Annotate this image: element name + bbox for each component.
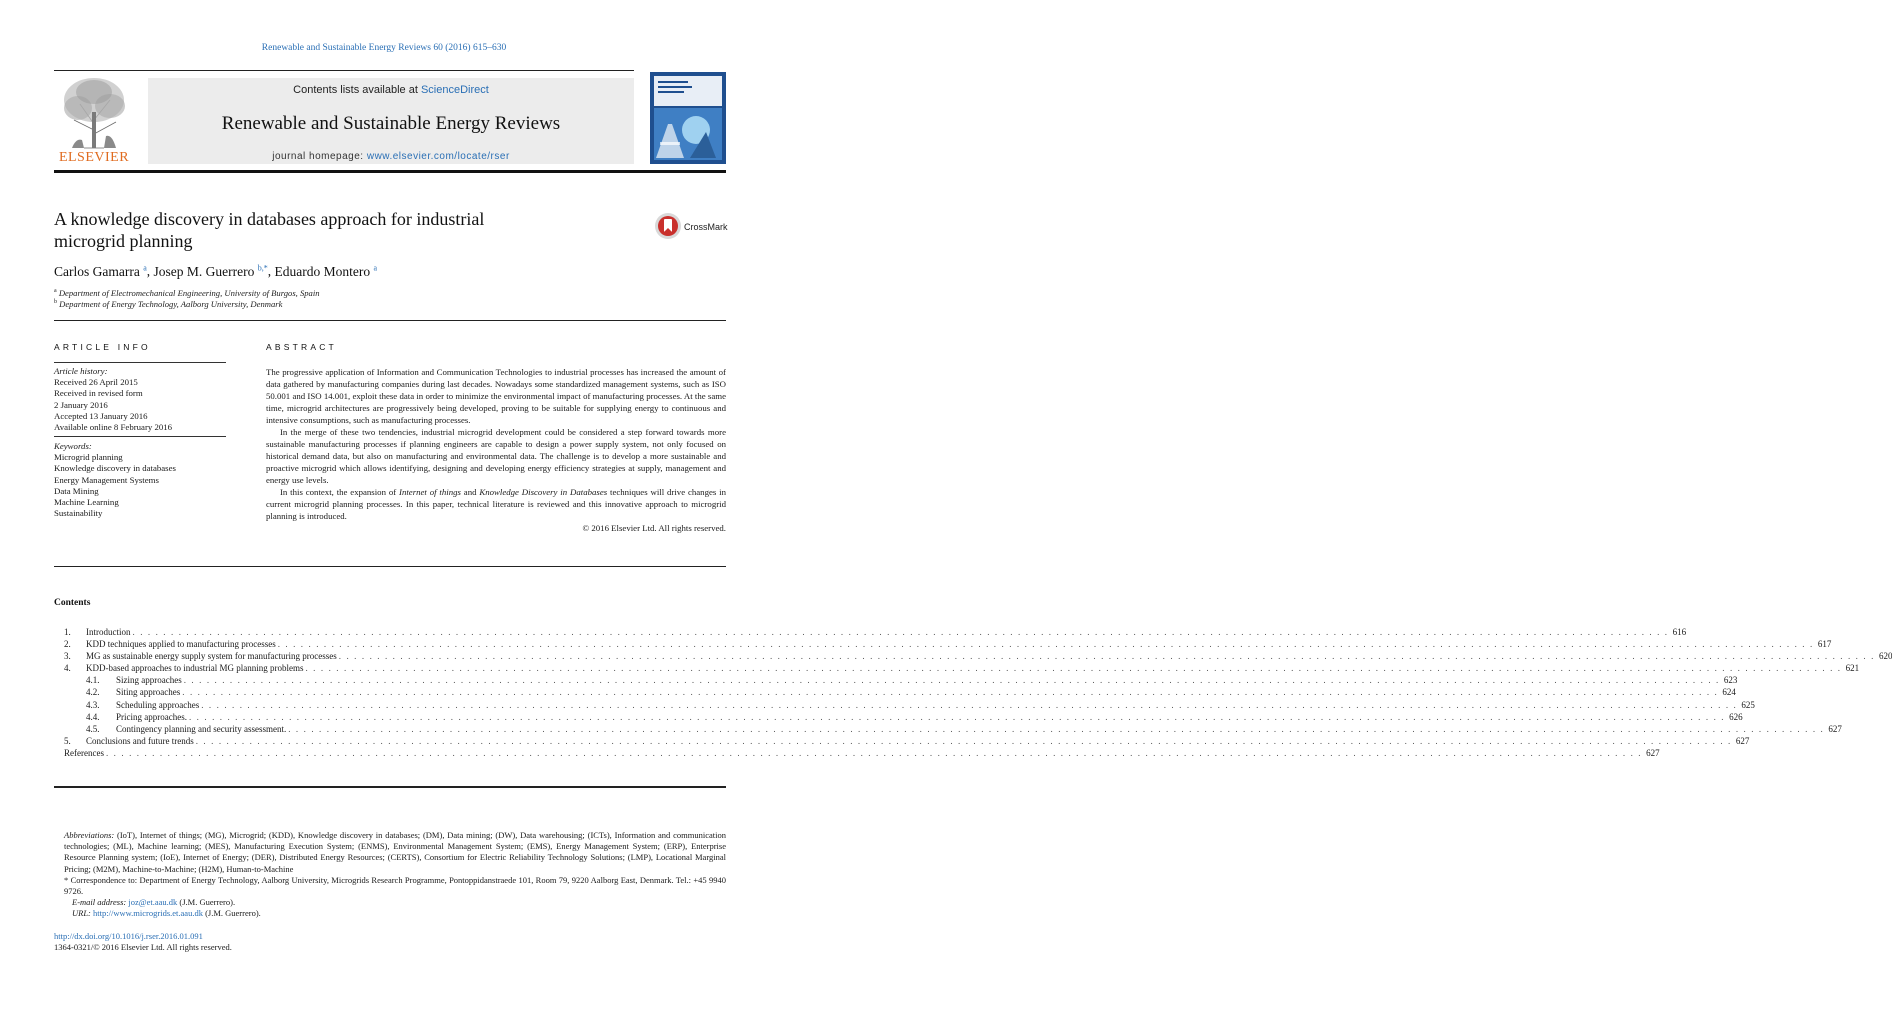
toc-entry[interactable] (64, 699, 1755, 711)
article-info-rule (54, 362, 226, 363)
crossmark-label: CrossMark (684, 222, 728, 232)
article-info-heading: ARTICLE INFO (54, 342, 151, 352)
publisher-name: ELSEVIER (58, 150, 130, 165)
homepage-label: journal homepage: (272, 151, 367, 162)
abstract-paragraph-2: In the merge of these two tendencies, industrial microgrid development could be considered a step forward towards more sustainable manufacturing processes if planning engineers are capable to design a power supply system, not only focused on historical demand data, but also on manufacturing and environmental data. The challenge is to develop a more sustainable and proactive microgrid which allows identifying, designing and developing energy efficiency strategies at supply, management and energy use levels. (266, 427, 726, 485)
abbreviations-footnote: Abbreviations: (IoT), Internet of things; (MG), Microgrid; (KDD), Knowledge discovery in databases; (DM), Data mining; (DW), Data warehousing; (ICTs), Information and communication technologies; (ML), Machine learning; (MES), Manufacturing Execution System; (ENMS), Environmental Management System; (EMS), Energy Management System; (ERP), Enterprise Resource Planning system; (IoE), Internet of Energy; (DER), Distributed Energy Resources; (CERTS), Consortium for Electric Reliability Technology Solutions; (LMP), Locational Marginal Pricing; (M2M), Machine-to-Machine; (H2M), Human-to-Machine (64, 830, 726, 874)
toc-entry-page: 625 (1741, 699, 1755, 710)
issn-line: 1364-0321/© 2016 Elsevier Ltd. All rights reserved. (54, 942, 232, 953)
abstract-paragraph-1: The progressive application of Information and Communication Technologies to industrial processes has increased the amount of data gathered by manufacturing companies during last decades. Nowadays some standardized management systems, such as ISO 50.001 and ISO 14.001, exploit these data in order to minimize the environmental impact of manufacturing processes. At the same time, microgrid architectures are progressively being developed, proving to be suitable for supplying energy to continuous and intensive consumptions, such as manufacturing processes. (266, 367, 726, 425)
toc-dot-leader: . . . . . . . . . . . . . . . . . . . . . . . . . . . . . . . . . . . . . . . . . . . . . . . . . . . . . . . . . . . . . . . . . . . . . . . . . . . . . . . . . . . . . . . . . . . . . . . . . . . . . . . . . . . . . . . . . . . . . . . . . . . . . . . . . . . . . . . . . . . . . . . . . . . . . . . . . . . . . . . . . . . . . . . . . . . . . . . . . . . . . . . . . . . . . . . . . . . . . . . . (201, 699, 1738, 710)
toc-dot-leader: . . . . . . . . . . . . . . . . . . . . . . . . . . . . . . . . . . . . . . . . . . . . . . . . . . . . . . . . . . . . . . . . . . . . . . . . . . . . . . . . . . . . . . . . . . . . . . . . . . . . . . . . . . . . . . . . . . . . . . . . . . . . . . . . . . . . . . . . . . . . . . . . . . . . . . . . . . . . . . . . . . . . . . . . . . . . . . . . . . . . . . . . . . . . . . . . . . . . . . . . (195, 735, 1732, 746)
journal-citation[interactable]: Renewable and Sustainable Energy Reviews 60 (2016) 615–630 (261, 43, 507, 53)
keywords-list (54, 441, 229, 519)
crossmark-icon (654, 212, 682, 240)
journal-header (54, 72, 726, 164)
toc-entry-number: 4.5. (86, 723, 100, 734)
toc-entry[interactable] (64, 650, 1892, 662)
keyword-item: Machine Learning (54, 497, 119, 508)
toc-entry-page: 626 (1729, 711, 1743, 722)
header-top-rule (54, 70, 634, 71)
toc-entry-number: 5. (64, 735, 71, 746)
toc-entry-number: 4.1. (86, 675, 100, 686)
doi-link[interactable]: http://dx.doi.org/10.1016/j.rser.2016.01.091 (54, 931, 203, 941)
toc-entry-title: Pricing approaches. (116, 711, 187, 722)
email-link[interactable]: joz@et.aau.dk (128, 897, 178, 908)
abstract-heading: ABSTRACT (266, 342, 337, 352)
abstract-paragraph-3: In this context, the expansion of Internet of things and Knowledge Discovery in Databases techniques will drive changes in current microgrid planning processes. In this paper, technical literature is reviewed and this innovative approach to microgrid planning is introduced. (266, 487, 726, 521)
toc-entry-title: MG as sustainable energy supply system for manufacturing processes (86, 651, 337, 662)
author-2[interactable]: Josep M. Guerrero $^{b,*}$ (153, 263, 268, 279)
toc-entry-page: 620 (1878, 651, 1892, 662)
sciencedirect-link[interactable]: ScienceDirect (420, 84, 489, 96)
author-1[interactable]: Carlos Gamarra $^a$ (54, 263, 147, 279)
toc-entry-title: References (64, 747, 104, 758)
toc-entry[interactable] (64, 686, 1736, 698)
toc-entry-number: 4.2. (86, 687, 100, 698)
contents-available-line (148, 84, 634, 96)
toc-entry[interactable] (64, 662, 1860, 674)
toc-dot-leader: . . . . . . . . . . . . . . . . . . . . . . . . . . . . . . . . . . . . . . . . . . . . . . . . . . . . . . . . . . . . . . . . . . . . . . . . . . . . . . . . . . . . . . . . . . . . . . . . . . . . . . . . . . . . . . . . . . . . . . . . . . . . . . . . . . . . . . . . . . . . . . . . . . . . . . . . . . . . . . . . . . . . . . . . . . . . . . . . . . . . . . . . . . . . . . . . . . . . . . . . (277, 639, 1814, 650)
affiliation-b: $^b$ Department of Energy Technology, Aalborg University, Denmark (54, 299, 283, 309)
toc-entry-number: 3. (64, 651, 71, 662)
history-item: 2 January 2016 (54, 399, 108, 410)
journal-cover-image (650, 72, 726, 164)
toc-entry[interactable] (64, 723, 1842, 735)
toc-entry[interactable] (64, 674, 1738, 686)
toc-entry-page: 627 (1646, 747, 1660, 758)
toc-dot-leader: . . . . . . . . . . . . . . . . . . . . . . . . . . . . . . . . . . . . . . . . . . . . . . . . . . . . . . . . . . . . . . . . . . . . . . . . . . . . . . . . . . . . . . . . . . . . . . . . . . . . . . . . . . . . . . . . . . . . . . . . . . . . . . . . . . . . . . . . . . . . . . . . . . . . . . . . . . . . . . . . . . . . . . . . . . . . . . . . . . . . . . . . . . . . . . . . . . . . . . . . (182, 687, 1719, 698)
correspondence-footnote: * Correspondence to: Department of Energy Technology, Aalborg University, Microgrids Research Programme, Pontoppidanstraede 101, Room 79, 9220 Aalborg East, Denmark. Tel.: +45 9940 9726. (64, 874, 726, 897)
email-footnote: E-mail address: joz@et.aau.dk (J.M. Guerrero). (72, 897, 236, 908)
toc-entry-page: 627 (1828, 723, 1842, 734)
keywords-rule (54, 436, 226, 437)
toc-entry-title: KDD techniques applied to manufacturing processes (86, 639, 276, 650)
article-history (54, 366, 229, 433)
toc-entry-title: Introduction (86, 627, 131, 637)
section-rule (54, 320, 726, 321)
keywords-label: Keywords: (54, 441, 92, 451)
article-title-line1: A knowledge discovery in databases approach for industrial (54, 209, 485, 229)
toc-entry-page: 627 (1735, 735, 1750, 746)
contents-heading: Contents (54, 598, 91, 608)
toc-entry-number: 2. (64, 639, 71, 650)
toc-dot-leader: . . . . . . . . . . . . . . . . . . . . . . . . . . . . . . . . . . . . . . . . . . . . . . . . . . . . . . . . . . . . . . . . . . . . . . . . . . . . . . . . . . . . . . . . . . . . . . . . . . . . . . . . . . . . . . . . . . . . . . . . . . . . . . . . . . . . . . . . . . . . . . . . . . . . . . . . . . . . . . . . . . . . . . . . . . . . . . . . . . . . . . . . . . . . . . . . . . . . . . . . (188, 711, 1726, 722)
keyword-item: Energy Management Systems (54, 474, 159, 485)
toc-dot-leader: . . . . . . . . . . . . . . . . . . . . . . . . . . . . . . . . . . . . . . . . . . . . . . . . . . . . . . . . . . . . . . . . . . . . . . . . . . . . . . . . . . . . . . . . . . . . . . . . . . . . . . . . . . . . . . . . . . . . . . . . . . . . . . . . . . . . . . . . . . . . . . . . . . . . . . . . . . . . . . . . . . . . . . . . . . . . . . . . . . . . . . . . . . . . . . . . . . . . . . . . (288, 723, 1825, 734)
url-link[interactable]: http://www.microgrids.et.aau.dk (93, 908, 203, 919)
history-item: Accepted 13 January 2016 (54, 410, 148, 421)
header-bottom-rule (54, 170, 726, 173)
toc-dot-leader: . . . . . . . . . . . . . . . . . . . . . . . . . . . . . . . . . . . . . . . . . . . . . . . . . . . . . . . . . . . . . . . . . . . . . . . . . . . . . . . . . . . . . . . . . . . . . . . . . . . . . . . . . . . . . . . . . . . . . . . . . . . . . . . . . . . . . . . . . . . . . . . . . . . . . . . . . . . . . . . . . . . . . . . . . . . . . . . . . . . . . . . . . . . . . . . . . . . . . . . . (105, 747, 1643, 758)
toc-dot-leader: . . . . . . . . . . . . . . . . . . . . . . . . . . . . . . . . . . . . . . . . . . . . . . . . . . . . . . . . . . . . . . . . . . . . . . . . . . . . . . . . . . . . . . . . . . . . . . . . . . . . . . . . . . . . . . . . . . . . . . . . . . . . . . . . . . . . . . . . . . . . . . . . . . . . . . . . . . . . . . . . . . . . . . . . . . . . . . . . . . . . . . . . . . . . . . . . . . . . . . . . (305, 663, 1842, 674)
article-title (54, 208, 614, 252)
copyright-line: © 2016 Elsevier Ltd. All rights reserved. (582, 523, 726, 533)
toc-entry-number: 4. (64, 663, 71, 674)
author-3[interactable]: Eduardo Montero $^a$ (274, 263, 378, 279)
article-title-line2: microgrid planning (54, 231, 193, 251)
crossmark-badge[interactable] (654, 212, 734, 242)
toc-dot-leader: . . . . . . . . . . . . . . . . . . . . . . . . . . . . . . . . . . . . . . . . . . . . . . . . . . . . . . . . . . . . . . . . . . . . . . . . . . . . . . . . . . . . . . . . . . . . . . . . . . . . . . . . . . . . . . . . . . . . . . . . . . . . . . . . . . . . . . . . . . . . . . . . . . . . . . . . . . . . . . . . . . . . . . . . . . . . . . . . . . . . . . . . . . . . . . . . . . . . . . . . (338, 651, 1875, 662)
toc-entry-title: Conclusions and future trends (86, 735, 194, 746)
footnotes (54, 830, 726, 920)
toc-entry[interactable] (64, 735, 1750, 747)
abstract-body (266, 366, 726, 534)
history-item: Received in revised form (54, 388, 143, 399)
keyword-item: Sustainability (54, 508, 103, 519)
toc-entry-number: 1. (64, 627, 71, 637)
toc-entry-page: 617 (1817, 639, 1832, 650)
toc-entry-title: KDD-based approaches to industrial MG planning problems (86, 663, 304, 674)
history-item: Available online 8 February 2016 (54, 422, 173, 433)
keyword-item: Knowledge discovery in databases (54, 463, 176, 474)
journal-homepage-line (148, 151, 634, 162)
keyword-item: Microgrid planning (54, 452, 123, 463)
table-of-contents (64, 626, 1892, 759)
homepage-link[interactable]: www.elsevier.com/locate/rser (366, 151, 510, 162)
article-history-label: Article history: (54, 366, 108, 376)
url-footnote: URL: http://www.microgrids.et.aau.dk (J.M. Guerrero). (72, 908, 261, 919)
journal-banner (148, 78, 634, 164)
affiliation-a: $^a$ Department of Electromechanical Engineering, University of Burgos, Spain (54, 288, 320, 298)
toc-entry-number: 4.3. (86, 699, 100, 710)
contents-top-rule (54, 566, 726, 567)
contents-bottom-rule (54, 786, 726, 788)
toc-entry[interactable] (64, 638, 1832, 650)
toc-entry-number: 4.4. (86, 711, 100, 722)
toc-entry-title: Contingency planning and security assessment. (116, 723, 287, 734)
toc-entry-page: 616 (1672, 627, 1687, 637)
history-item: Received 26 April 2015 (54, 377, 138, 388)
toc-entry[interactable] (64, 711, 1743, 723)
keyword-item: Data Mining (54, 485, 99, 496)
toc-dot-leader: . . . . . . . . . . . . . . . . . . . . . . . . . . . . . . . . . . . . . . . . . . . . . . . . . . . . . . . . . . . . . . . . . . . . . . . . . . . . . . . . . . . . . . . . . . . . . . . . . . . . . . . . . . . . . . . . . . . . . . . . . . . . . . . . . . . . . . . . . . . . . . . . . . . . . . . . . . . . . . . . . . . . . . . . . . . . . . . . . . . . . . . . . . . . . . . . . . . . . . . . (132, 627, 1669, 637)
toc-entry[interactable] (64, 626, 1687, 638)
author-list: Carlos Gamarra $^a$, Josep M. Guerrero $^{b,*}$, Eduardo Montero $^a$ (54, 263, 378, 279)
doi-block (54, 931, 232, 953)
toc-entry-page: 623 (1723, 675, 1738, 686)
contents-prefix: Contents lists available at (293, 84, 421, 96)
toc-dot-leader: . . . . . . . . . . . . . . . . . . . . . . . . . . . . . . . . . . . . . . . . . . . . . . . . . . . . . . . . . . . . . . . . . . . . . . . . . . . . . . . . . . . . . . . . . . . . . . . . . . . . . . . . . . . . . . . . . . . . . . . . . . . . . . . . . . . . . . . . . . . . . . . . . . . . . . . . . . . . . . . . . . . . . . . . . . . . . . . . . . . . . . . . . . . . . . . . . . . . . . . . (183, 675, 1720, 686)
toc-entry-title: Sizing approaches (116, 675, 182, 686)
toc-entry-page: 621 (1845, 663, 1860, 674)
toc-entry[interactable] (64, 747, 1660, 759)
toc-entry-page: 624 (1722, 687, 1736, 698)
journal-title: Renewable and Sustainable Energy Reviews (221, 113, 561, 134)
toc-entry-title: Scheduling approaches (116, 699, 200, 710)
toc-entry-title: Siting approaches (116, 687, 181, 698)
